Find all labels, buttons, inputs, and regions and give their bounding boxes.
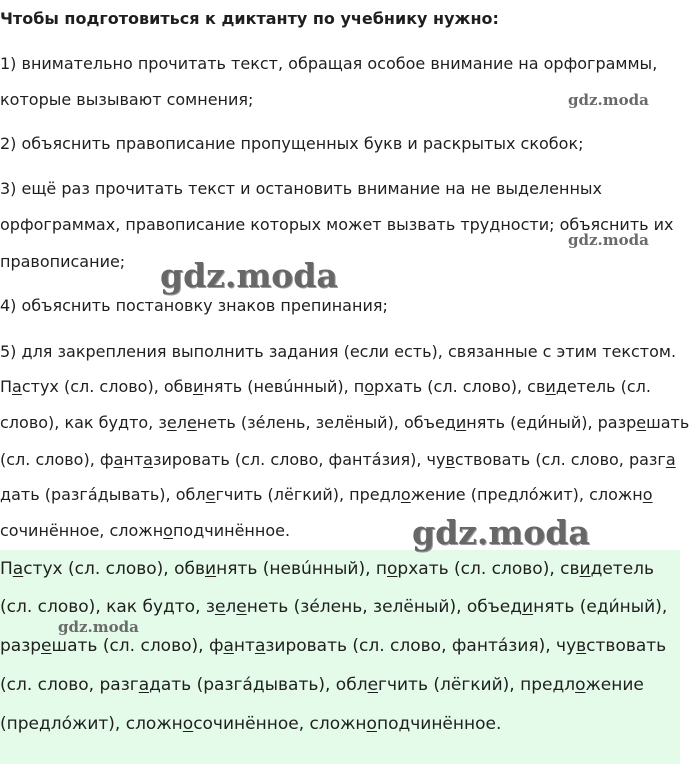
answer-line: разрешать (сл. слово), фантазировать (сл. слово, фанта́зия), чувствовать bbox=[0, 636, 667, 656]
heading: Чтобы подготовиться к диктанту по учебнику нужно: bbox=[0, 9, 499, 28]
step-line: 2) объяснить правописание пропущенных букв и раскрытых скобок; bbox=[0, 134, 584, 153]
answer-line: (сл. слово), как будто, зеленеть (зе́лень, зелёный), объединять (еди́ный), bbox=[0, 597, 668, 617]
watermark-logo: gdz.moda bbox=[160, 256, 338, 295]
text-line: дать (разга́дывать), облегчить (лёгкий), предложение (предло́жит), сложно bbox=[0, 485, 653, 504]
answer-line: (сл. слово, разгадать (разга́дывать), облегчить (лёгкий), предложение bbox=[0, 675, 644, 695]
text-line: сочинённое, сложноподчинённое. bbox=[0, 521, 291, 540]
step-line: 3) ещё раз прочитать текст и остановить внимание на не выделенных bbox=[0, 179, 603, 198]
answer-box bbox=[0, 550, 680, 764]
step-line: 1) внимательно прочитать текст, обращая особое внимание на орфограммы, bbox=[0, 54, 658, 73]
text-line: слово), как будто, зеленеть (зе́лень, зелёный), объединять (еди́ный), разрешать bbox=[0, 413, 689, 432]
text-line: Пастух (сл. слово), обвинять (невúнный), порхать (сл. слово), свидетель (сл. bbox=[0, 377, 651, 396]
step-line: орфограммах, правописание которых может вызвать трудности; объяснить их bbox=[0, 215, 674, 234]
answer-line: (предло́жит), сложносочинённое, сложноподчинённое. bbox=[0, 714, 502, 734]
watermark-logo: gdz.moda bbox=[568, 231, 649, 249]
text-line: (сл. слово), фантазировать (сл. слово, фанта́зия), чувствовать (сл. слово, разга bbox=[0, 450, 676, 469]
step-line: 5) для закрепления выполнить задания (если есть), связанные с этим текстом. bbox=[0, 342, 677, 361]
watermark-logo: gdz.moda bbox=[412, 513, 590, 552]
step-line: 4) объяснить постановку знаков препинания; bbox=[0, 296, 388, 315]
answer-line: Пастух (сл. слово), обвинять (невúнный), порхать (сл. слово), свидетель bbox=[0, 559, 655, 579]
step-line: которые вызывают сомнения; bbox=[0, 90, 254, 109]
watermark-logo: gdz.moda bbox=[568, 91, 649, 109]
step-line: правописание; bbox=[0, 252, 126, 271]
watermark-logo: gdz.moda bbox=[58, 618, 139, 636]
